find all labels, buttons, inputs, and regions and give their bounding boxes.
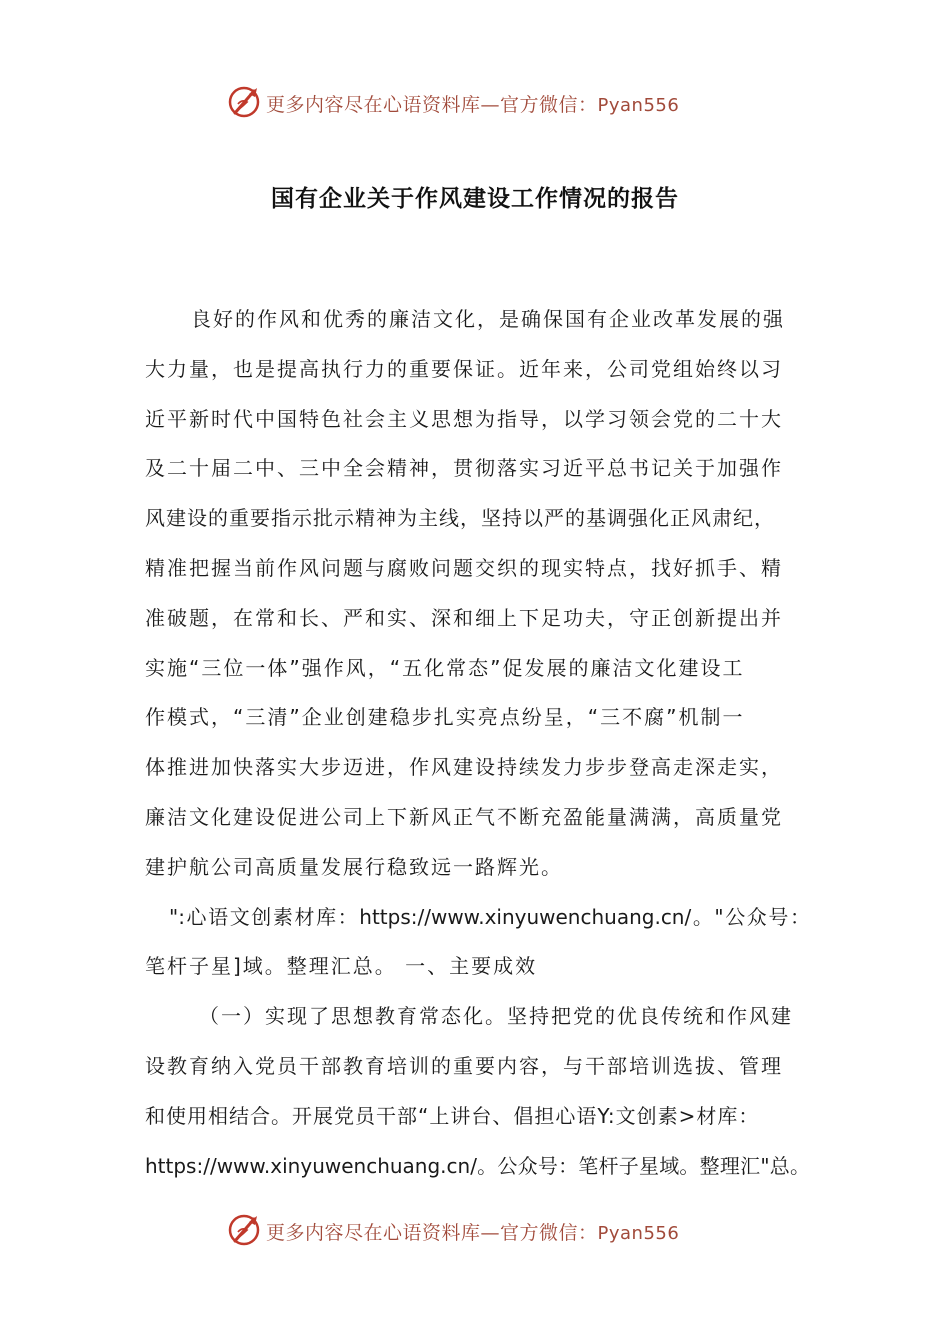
paragraph-line: 实施“三位一体”强作风，“五化常态”促发展的廉洁文化建设工: [145, 655, 745, 680]
paragraph-line: 建护航公司高质量发展行稳致远一路辉光。: [145, 854, 563, 879]
paragraph-line: 和使用相结合。开展党员干部“上讲台、倡担心语Y:文创素>材库：: [145, 1103, 760, 1128]
pen-logo-icon: [227, 1210, 263, 1250]
paragraph-line: 准破题，在常和长、严和实、深和细上下足功夫，守正创新提出并: [145, 605, 783, 630]
document-title: 国有企业关于作风建设工作情况的报告: [271, 186, 679, 212]
banner-text: [266, 1218, 679, 1245]
banner-slogan: 更多内容尽在心语资料库—官方微信：: [266, 1222, 598, 1244]
paragraph-line: 设教育纳入党员干部教育培训的重要内容，与干部培训选拔、管理: [145, 1053, 783, 1078]
paragraph-line: 精准把握当前作风问题与腐败问题交织的现实特点，找好抓手、精: [145, 555, 783, 580]
banner-text: [266, 90, 679, 117]
paragraph-line: （一）实现了思想教育常态化。坚持把党的优良传统和作风建: [199, 1004, 793, 1029]
banner-slogan: 更多内容尽在心语资料库—官方微信：: [266, 94, 598, 116]
paragraph-line: 及二十届二中、三中全会精神，贯彻落实习近平总书记关于加强作: [145, 456, 783, 481]
paragraph-line: 廉洁文化建设促进公司上下新风正气不断充盈能量满满，高质量党: [145, 804, 783, 829]
paragraph-line: 作模式，“三清”企业创建稳步扎实亮点纷呈，“三不腐”机制一: [145, 705, 745, 730]
banner-account: Pyan556: [597, 95, 680, 116]
paragraph-line: 笔杆子星]域。整理汇总。 一、主要成效: [145, 954, 538, 979]
paragraph-line: 大力量，也是提高执行力的重要保证。近年来，公司党组始终以习: [145, 356, 783, 381]
paragraph-line: 近平新时代中国特色社会主义思想为指导，以学习领会党的二十大: [145, 406, 783, 431]
banner-account: Pyan556: [597, 1223, 680, 1244]
paragraph-line: ":心语文创素材库：https://www.xinyuwenchuang.cn/。"公众号：: [169, 904, 810, 929]
document-body: [145, 295, 810, 1191]
paragraph-line: https://www.xinyuwenchuang.cn/。公众号：笔杆子星域。整理汇"总。: [145, 1153, 810, 1178]
paragraph-line: 良好的作风和优秀的廉洁文化，是确保国有企业改革发展的强: [191, 307, 785, 331]
paragraph-line: 风建设的重要指示批示精神为主线，坚持以严的基调强化正风肃纪，: [145, 506, 775, 531]
header-banner: [0, 82, 950, 122]
footer-banner: [0, 1210, 950, 1250]
pen-logo-icon: [227, 82, 263, 122]
paragraph-line: 体推进加快落实大步迈进，作风建设持续发力步步登高走深走实，: [145, 755, 783, 780]
